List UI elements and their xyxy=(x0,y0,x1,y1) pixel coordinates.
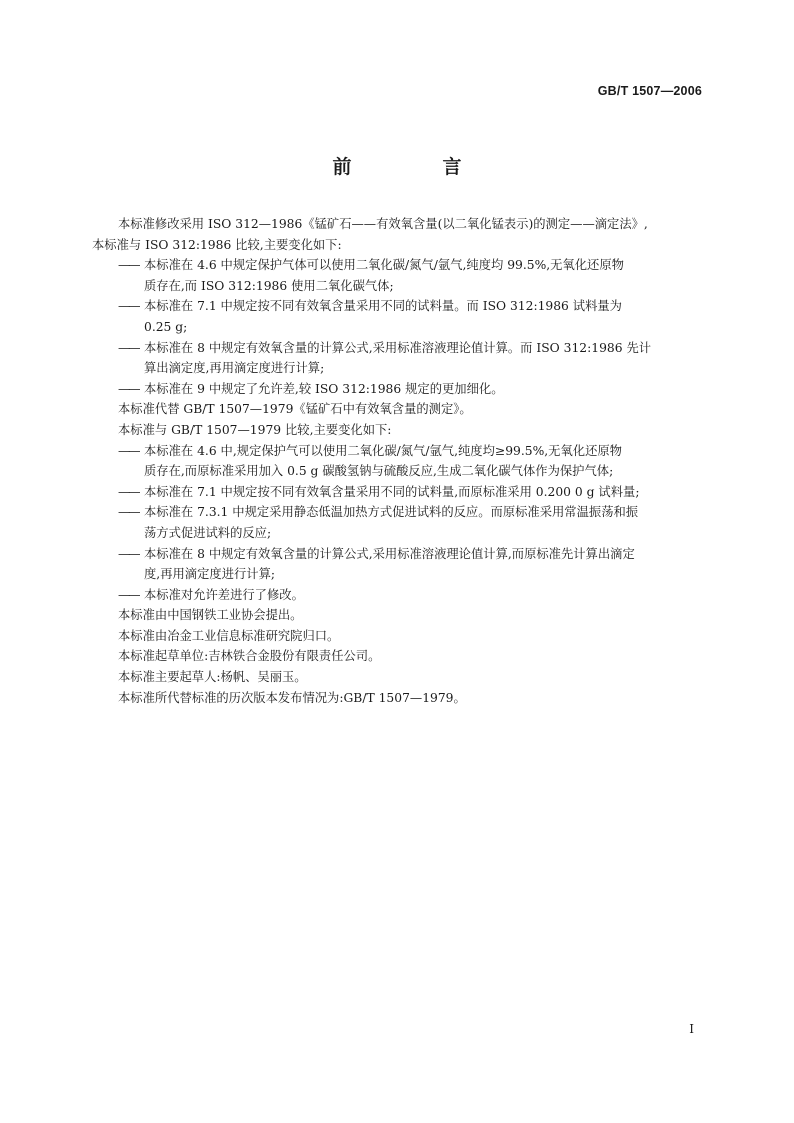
list-item-text: 本标准在 4.6 中,规定保护气可以使用二氧化碳/氮气/氩气,纯度均≥99.5%,无氧化还原物 xyxy=(144,443,622,458)
page-number: I xyxy=(689,1022,694,1036)
continuation-line: 算出滴定度,再用滴定度进行计算; xyxy=(144,361,325,376)
list-item-text: 本标准在 9 中规定了允许差,较 ISO 312:1986 规定的更加细化。 xyxy=(144,381,504,396)
list-item xyxy=(92,296,704,317)
list-item-text: 本标准在 8 中规定有效氧含量的计算公式,采用标准溶液理论值计算,而原标准先计算出滴定 xyxy=(144,546,635,561)
dash-marker: —— xyxy=(118,546,139,561)
list-item xyxy=(92,482,704,503)
list-item-text: 本标准在 7.1 中规定按不同有效氧含量采用不同的试料量。而 ISO 312:1986 试料量为 xyxy=(144,299,622,314)
dash-marker: —— xyxy=(118,340,139,355)
dash-marker: —— xyxy=(118,587,139,602)
paragraph: 本标准由中国钢铁工业协会提出。 xyxy=(118,608,303,623)
foreword-body xyxy=(92,214,704,708)
paragraph: 本标准主要起草人:杨帆、吴丽玉。 xyxy=(118,670,307,685)
standard-code: GB/T 1507—2006 xyxy=(597,84,702,98)
paragraph: 本标准修改采用 ISO 312—1986《锰矿石——有效氧含量(以二氧化锰表示)的测定——滴定法》, xyxy=(118,217,648,231)
paragraph: 本标准起草单位:吉林铁合金股份有限责任公司。 xyxy=(118,649,381,664)
list-item xyxy=(92,338,704,359)
dash-marker: —— xyxy=(118,505,139,520)
list-item-text: 本标准在 4.6 中规定保护气体可以使用二氧化碳/氮气/氩气,纯度均 99.5%,无氧化还原物 xyxy=(144,258,624,273)
dash-marker: —— xyxy=(118,299,139,314)
paragraph: 本标准与 ISO 312:1986 比较,主要变化如下: xyxy=(92,237,342,252)
dash-marker: —— xyxy=(118,484,139,499)
list-item-text: 本标准在 7.3.1 中规定采用静态低温加热方式促进试料的反应。而原标准采用常温振荡和振 xyxy=(144,505,639,520)
list-item xyxy=(92,544,704,565)
page-title: 前 言 xyxy=(332,156,498,178)
dash-marker: —— xyxy=(118,381,139,396)
list-item-text: 本标准在 8 中规定有效氧含量的计算公式,采用标准溶液理论值计算。而 ISO 312:1986 先计 xyxy=(144,340,652,355)
list-item xyxy=(92,441,704,462)
dash-marker: —— xyxy=(118,258,139,273)
paragraph: 本标准代替 GB/T 1507—1979《锰矿石中有效氧含量的测定》。 xyxy=(118,402,472,417)
list-item xyxy=(92,585,704,606)
continuation-line: 0.25 g; xyxy=(144,319,188,334)
list-item xyxy=(92,502,704,523)
paragraph: 本标准由冶金工业信息标准研究院归口。 xyxy=(118,628,340,643)
continuation-line: 荡方式促进试料的反应; xyxy=(144,525,272,540)
paragraph: 本标准所代替标准的历次版本发布情况为:GB/T 1507—1979。 xyxy=(118,690,466,705)
list-item xyxy=(92,255,704,276)
list-item-text: 本标准对允许差进行了修改。 xyxy=(144,587,304,602)
continuation-line: 质存在,而原标准采用加入 0.5 g 碳酸氢钠与硫酸反应,生成二氧化碳气体作为保护气体; xyxy=(144,464,614,479)
continuation-line: 度,再用滴定度进行计算; xyxy=(144,567,276,582)
dash-marker: —— xyxy=(118,443,139,458)
continuation-line: 质存在,而 ISO 312:1986 使用二氧化碳气体; xyxy=(144,278,394,293)
paragraph: 本标准与 GB/T 1507—1979 比较,主要变化如下: xyxy=(118,422,392,437)
list-item-text: 本标准在 7.1 中规定按不同有效氧含量采用不同的试料量,而原标准采用 0.200 0 g 试料量; xyxy=(144,484,640,499)
list-item xyxy=(92,379,704,400)
